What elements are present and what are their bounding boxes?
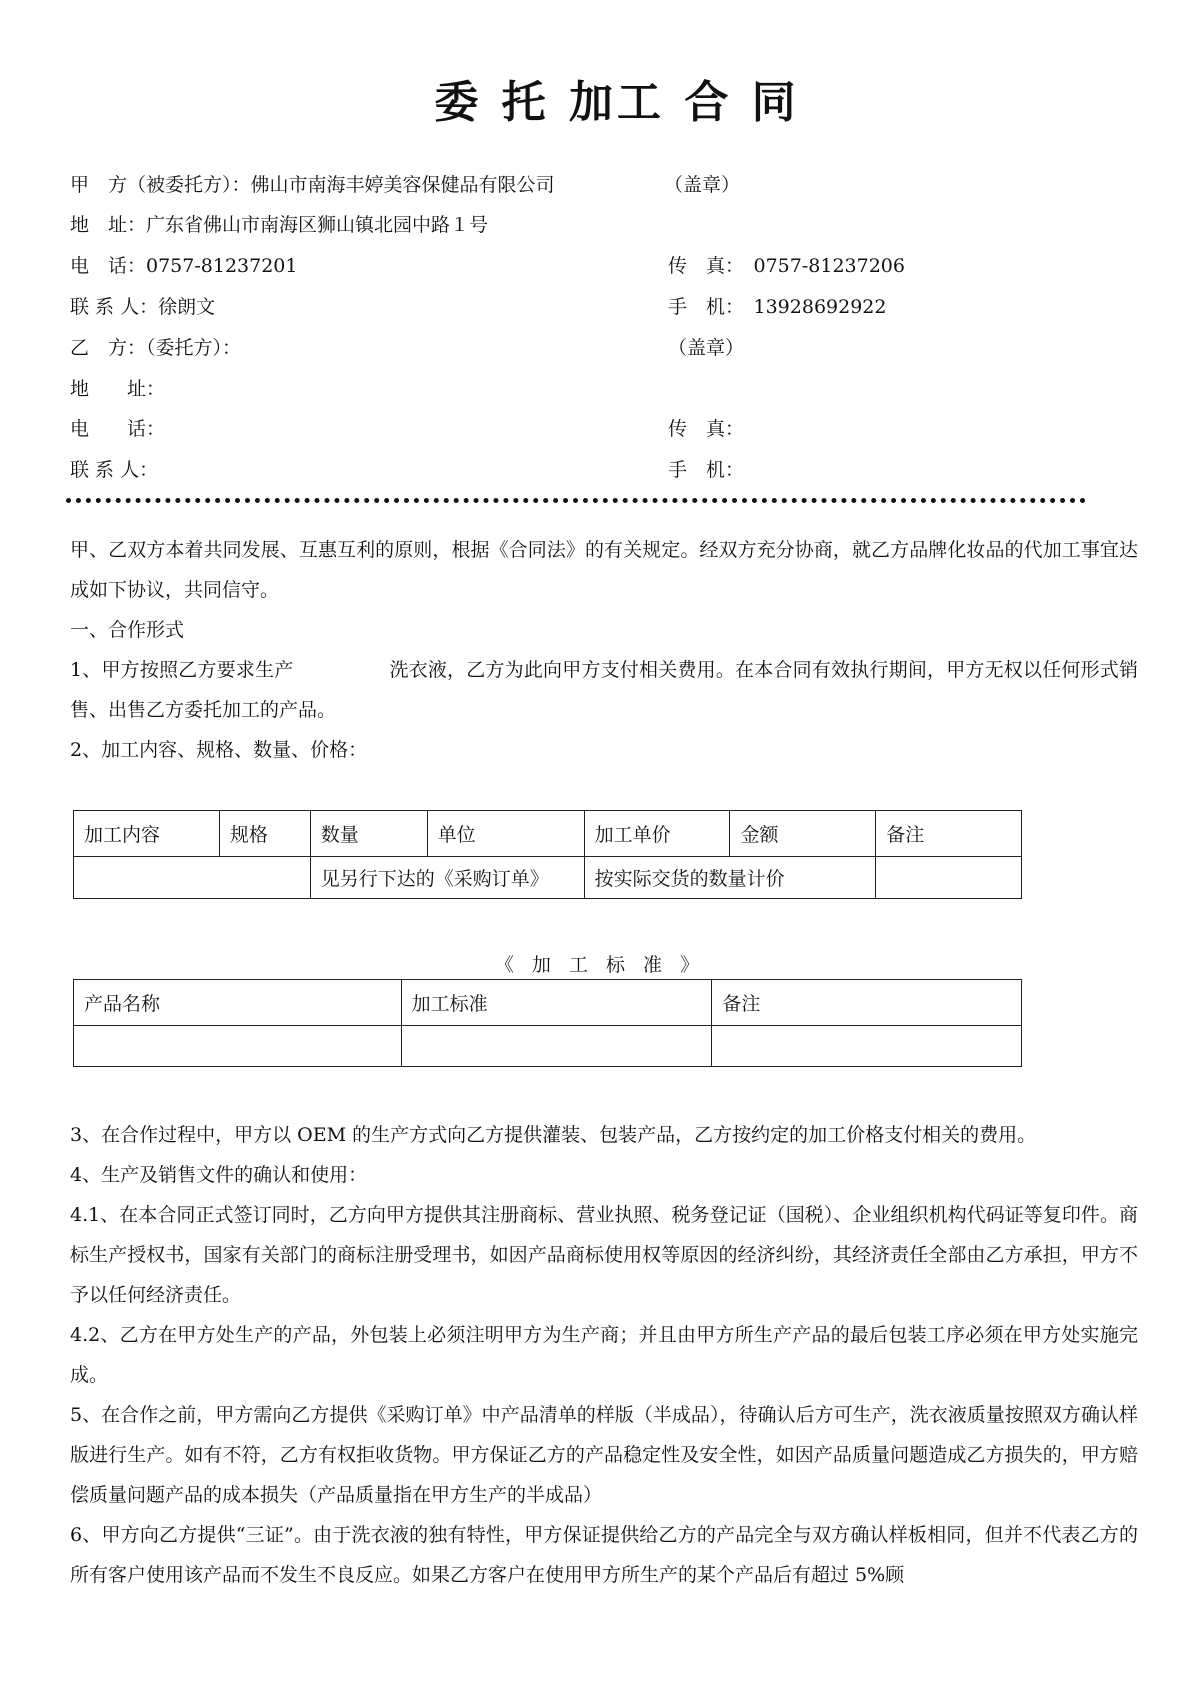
table-cell (401, 1026, 712, 1067)
party-a-address: 地 址：广东省佛山市南海区狮山镇北园中路１号 (70, 214, 489, 236)
header-cell: 备注 (876, 811, 1022, 857)
header-cell: 备注 (712, 980, 1022, 1026)
header-cell: 规格 (219, 811, 310, 857)
table-cell (712, 1026, 1022, 1067)
table-cell (74, 857, 311, 899)
party-b-phone: 电 话： (70, 418, 166, 440)
table-cell (74, 1026, 402, 1067)
header-cell: 加工单价 (584, 811, 730, 857)
party-a-contact: 联 系 人：徐朗文 (70, 296, 216, 318)
table-header-row (74, 811, 1022, 857)
table-row (74, 857, 1022, 899)
table-row (74, 1026, 1022, 1067)
section-cooperation-heading: 一、合作形式 (70, 619, 185, 641)
party-a-name: 甲 方（被委托方）：佛山市南海丰婷美容保健品有限公司 (70, 174, 555, 196)
header-cell: 产品名称 (74, 980, 402, 1026)
party-a-phone: 电 话：0757-81237201 (70, 255, 298, 277)
party-b-contact: 联 系 人： (70, 459, 159, 481)
processing-table (73, 810, 1022, 899)
clause-1: 1、甲方按照乙方要求生产 洗衣液，乙方为此向甲方支付相关费用。在本合同有效执行期间，甲方无权以任何形式销售、出售乙方委托加工的产品。 (70, 659, 1138, 721)
processing-standard-table (73, 979, 1022, 1067)
party-a-mobile: 手 机： 13928692922 (668, 296, 887, 318)
header-cell: 单位 (427, 811, 584, 857)
clause-4-1: 4.1、在本合同正式签订同时，乙方向甲方提供其注册商标、营业执照、税务登记证（国税）、企业组织机构代码证等复印件。商标生产授权书，国家有关部门的商标注册受理书，如因产品商标使用权等原因的经济纠纷，其经济责任全部由乙方承担，甲方不予以任何经济责任。 (70, 1204, 1138, 1306)
header-cell: 加工标准 (401, 980, 712, 1026)
purchase-order-cell: 见另行下达的《采购订单》 (310, 857, 584, 899)
pricing-cell: 按实际交货的数量计价 (584, 857, 876, 899)
table-header-row (74, 980, 1022, 1026)
party-b-fax: 传 真： (668, 418, 745, 440)
clause-4: 4、生产及销售文件的确认和使用： (70, 1164, 368, 1186)
clause-2: 2、加工内容、规格、数量、价格： (70, 739, 368, 761)
party-b-mobile: 手 机： (668, 459, 745, 481)
clause-4-2: 4.2、乙方在甲方处生产的产品，外包装上必须注明甲方为生产商；并且由甲方所生产产品的最后包装工序必须在甲方处实施完成。 (70, 1324, 1138, 1386)
processing-standard-caption: 《 加 工 标 准 》 (494, 954, 706, 976)
header-cell: 数量 (310, 811, 427, 857)
clause-5: 5、在合作之前，甲方需向乙方提供《采购订单》中产品清单的样版（半成品），待确认后方可生产，洗衣液质量按照双方确认样版进行生产。如有不符，乙方有权拒收货物。甲方保证乙方的产品稳定性及安全性，如因产品质量问题造成乙方损失的，甲方赔偿质量问题产品的成本损失（产品质量指在甲方生产的半成品） (70, 1404, 1138, 1506)
header-cell: 金额 (730, 811, 876, 857)
party-b-name: 乙 方：（委托方）： (70, 337, 242, 359)
table-cell (876, 857, 1022, 899)
party-b-address: 地 址： (70, 378, 166, 400)
header-cell: 加工内容 (74, 811, 220, 857)
party-b-seal: （盖章） (668, 337, 745, 359)
intro-paragraph: 甲、乙双方本着共同发展、互惠互利的原则，根据《合同法》的有关规定。经双方充分协商，就乙方品牌化妆品的代加工事宜达成如下协议，共同信守。 (70, 539, 1138, 601)
clause-3: 3、在合作过程中，甲方以 OEM 的生产方式向乙方提供灌装、包装产品，乙方按约定的加工价格支付相关的费用。 (70, 1124, 1037, 1146)
party-a-seal: （盖章） (664, 174, 741, 196)
clause-6: 6、甲方向乙方提供“三证”。由于洗衣液的独有特性，甲方保证提供给乙方的产品完全与双方确认样板相同，但并不代表乙方的所有客户使用该产品而不发生不良反应。如果乙方客户在使用甲方所生产的某个产品后有超过 5%顾 (70, 1524, 1138, 1586)
dotted-divider (66, 498, 1086, 503)
party-a-fax: 传 真： 0757-81237206 (668, 255, 905, 277)
document-title: 委 托 加工 合 同 (434, 77, 800, 128)
